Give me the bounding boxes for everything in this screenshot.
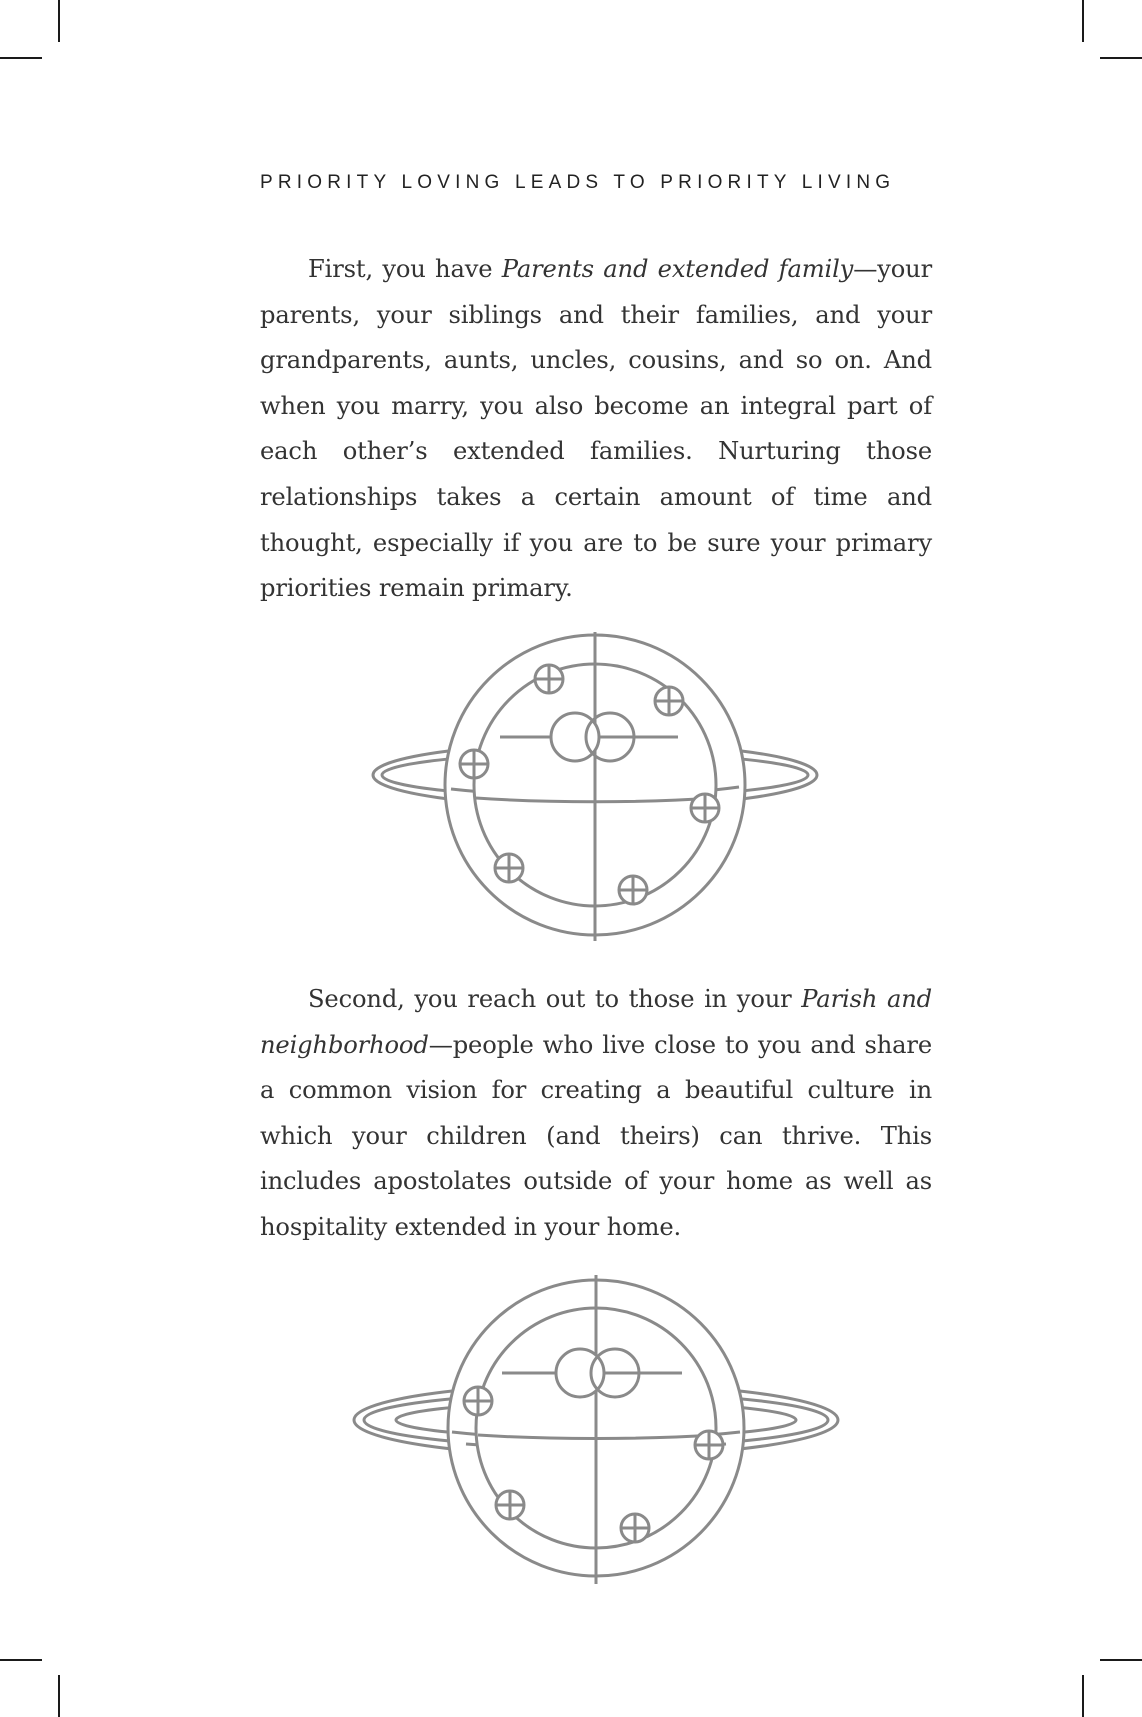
paragraph1-lead: First, you have [308,255,502,283]
paragraph2-lead: Second, you reach out to those in your [308,985,802,1013]
crop-mark-bottom-left-vertical [58,1675,60,1717]
paragraph2-emphasis: Parish and neighborhood [260,985,932,1059]
paragraph2-rest: —people who live close to you and share a common vision for creating a beautiful culture in which your children (and theirs) can thrive. This includes apostolates outside of your home as well as hospitality extended in your home. [260,1030,932,1241]
paragraph1-emphasis: Parents and extended family [501,255,854,283]
planet-two-rings [354,1275,838,1584]
paragraph-parents-extended-family [260,247,932,612]
planet-with-cross-markers-icon [350,1270,840,1590]
crop-mark-top-right-horizontal [1100,57,1142,59]
paragraph-parish-neighborhood [260,977,932,1251]
crop-mark-top-left-horizontal [0,57,42,59]
crop-mark-bottom-left-horizontal [0,1659,42,1661]
crop-mark-bottom-right-vertical [1082,1675,1084,1717]
running-head: PRIORITY LOVING LEADS TO PRIORITY LIVING [260,172,896,193]
planet-one-ring [373,632,817,941]
planet-with-cross-markers-icon [370,630,820,950]
crop-mark-top-left-vertical [58,0,60,42]
crop-mark-bottom-right-horizontal [1100,1659,1142,1661]
paragraph1-rest: —your parents, your siblings and their families, and your grandparents, aunts, uncles, cousins, and so on. And when you marry, you also become an integral part of each other’s extended families. Nurturing those relationships takes a certain amount of time and thought, especially if you are to be sure your primary priorities remain primary. [260,255,932,603]
crop-mark-top-right-vertical [1082,0,1084,42]
